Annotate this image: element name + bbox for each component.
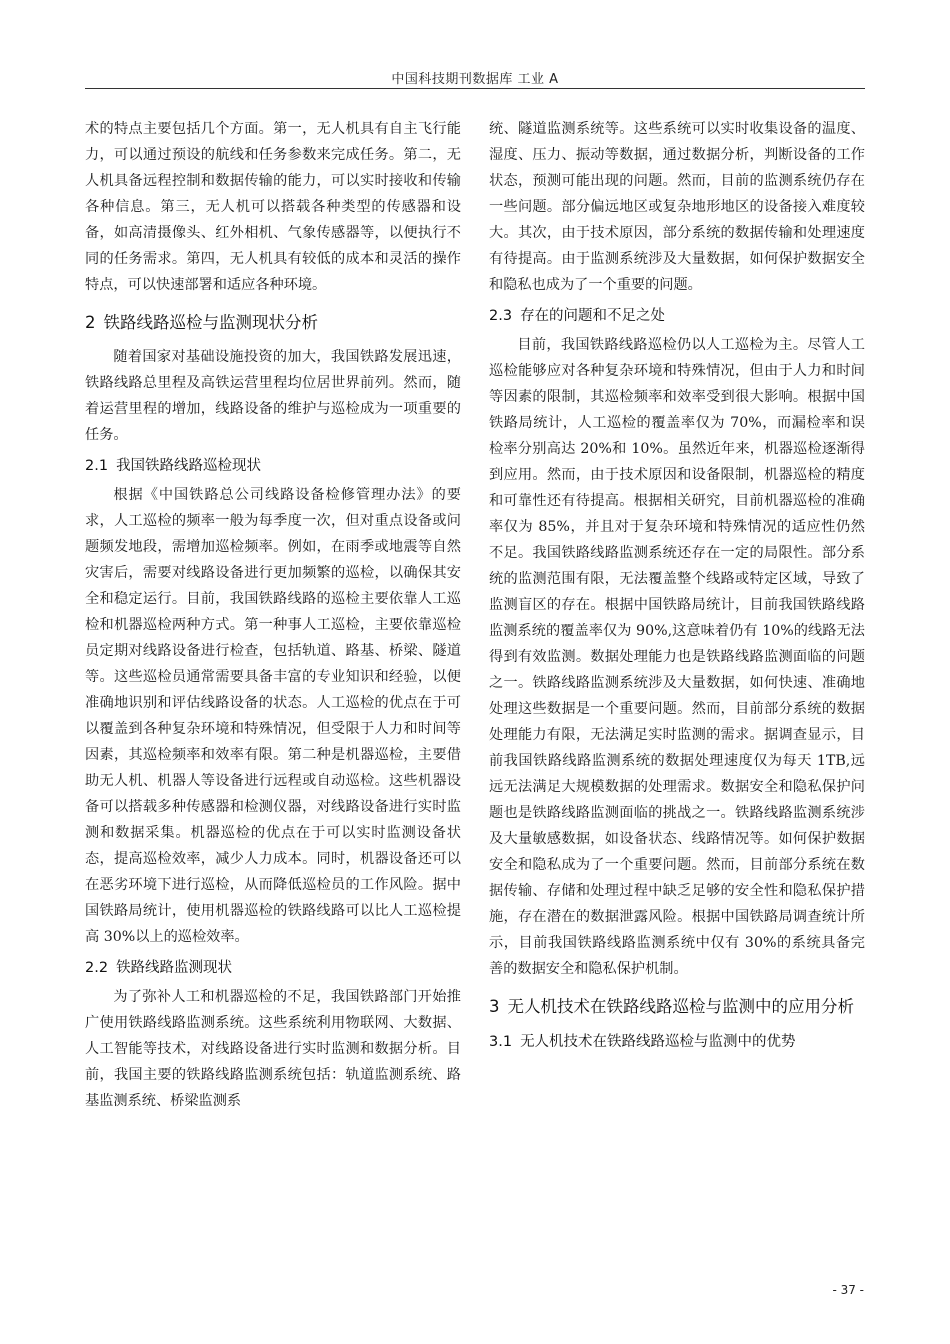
- section-number: 3: [489, 997, 500, 1016]
- section-title: 铁路线路巡检与监测现状分析: [103, 313, 318, 332]
- section-title: 无人机技术在铁路线路巡检与监测中的应用分析: [507, 997, 854, 1016]
- section-heading-3: [489, 992, 865, 1022]
- section-title: 我国铁路线路巡检现状: [116, 458, 262, 474]
- section-heading-2-2: [85, 954, 461, 982]
- section-number: 2.3: [489, 308, 513, 324]
- left-column: [85, 116, 461, 1114]
- paragraph: 统、隧道监测系统等。这些系统可以实时收集设备的温度、湿度、压力、振动等数据，通过数据分析，判断设备的工作状态，预测可能出现的问题。然而，目前的监测系统仍存在一些问题。部分偏远地区或复杂地形地区的设备接入难度较大。其次，由于技术原因，部分系统的数据传输和处理速度有待提高。由于监测系统涉及大量数据，如何保护数据安全和隐私也成为了一个重要的问题。: [489, 121, 865, 293]
- section-heading-2-3: [489, 302, 865, 330]
- paragraph: 术的特点主要包括几个方面。第一，无人机具有自主飞行能力，可以通过预设的航线和任务参数来完成任务。第二，无人机具备远程控制和数据传输的能力，可以实时接收和传输各种信息。第三，无人机可以搭载各种类型的传感器和设备，如高清摄像头、红外相机、气象传感器等，以便执行不同的任务需求。第四，无人机具有较低的成本和灵活的操作特点，可以快速部署和适应各种环境。: [85, 121, 461, 293]
- header-rule: [85, 88, 865, 89]
- right-column: [489, 116, 865, 1058]
- journal-header: 中国科技期刊数据库 工业 A: [391, 72, 559, 87]
- section-number: 2.2: [85, 960, 109, 976]
- paragraph: 为了弥补人工和机器巡检的不足，我国铁路部门开始推广使用铁路线路监测系统。这些系统利用物联网、大数据、人工智能等技术，对线路设备进行实时监测和数据分析。目前，我国主要的铁路线路监测系统包括：轨道监测系统、路基监测系统、桥梁监测系: [85, 989, 461, 1109]
- section-title: 铁路线路监测现状: [116, 960, 233, 976]
- paragraph: 根据《中国铁路总公司线路设备检修管理办法》的要求，人工巡检的频率一般为每季度一次，但对重点设备或问题频发地段，需增加巡检频率。例如，在雨季或地震等自然灾害后，需要对线路设备进行更加频繁的巡检，以确保其安全和稳定运行。目前，我国铁路线路的巡检主要依靠人工巡检和机器巡检两种方式。第一种事人工巡检，主要依靠巡检员定期对线路设备进行检查，包括轨道、路基、桥梁、隧道等。这些巡检员通常需要具备丰富的专业知识和经验，以便准确地识别和评估线路设备的状态。人工巡检的优点在于可以覆盖到各种复杂环境和特殊情况，但受限于人力和时间等因素，其巡检频率和效率有限。第二种是机器巡检，主要借助无人机、机器人等设备进行远程或自动巡检。这些机器设备可以搭载多种传感器和检测仪器，对线路设备进行实时监测和数据采集。机器巡检的优点在于可以实时监测设备状态，提高巡检效率，减少人力成本。同时，机器设备还可以在恶劣环境下进行巡检，从而降低巡检员的工作风险。据中国铁路局统计，使用机器巡检的铁路线路可以比人工巡检提高 30%以上的巡检效率。: [85, 487, 461, 945]
- page-number: - 37 -: [832, 1283, 864, 1297]
- section-title: 无人机技术在铁路线路巡检与监测中的优势: [520, 1034, 796, 1050]
- section-number: 2.1: [85, 458, 109, 474]
- section-heading-2-1: [85, 452, 461, 480]
- paragraph: 目前，我国铁路线路巡检仍以人工巡检为主。尽管人工巡检能够应对各种复杂环境和特殊情况，但由于人力和时间等因素的限制，其巡检频率和效率受到很大影响。根据中国铁路局统计，人工巡检的覆盖率仅为 70%，而漏检率和误检率分别高达 20%和 10%。虽然近年来，机器巡检逐渐得到应用。然而，由于技术原因和设备限制，机器巡检的精度和可靠性还有待提高。根据相关研究，目前机器巡检的准确率仅为 85%，并且对于复杂环境和特殊情况的适应性仍然不足。我国铁路线路监测系统还存在一定的局限性。部分系统的监测范围有限，无法覆盖整个线路或特定区域，导致了监测盲区的存在。根据中国铁路局统计，目前我国铁路线路监测系统的覆盖率仅为 90%,这意味着仍有 10%的线路无法得到有效监测。数据处理能力也是铁路线路监测面临的问题之一。铁路线路监测系统涉及大量数据，如何快速、准确地处理这些数据是一个重要问题。然而，目前部分系统的数据处理能力有限，无法满足实时监测的需求。据调查显示，目前我国铁路线路监测系统的数据处理速度仅为每天 1TB,远远无法满足大规模数据的处理需求。数据安全和隐私保护问题也是铁路线路监测面临的挑战之一。铁路线路监测系统涉及大量敏感数据，如设备状态、线路情况等。如何保护数据安全和隐私成为了一个重要问题。然而，目前部分系统在数据传输、存储和处理过程中缺乏足够的安全性和隐私保护措施，存在潜在的数据泄露风险。根据中国铁路局调查统计所示，目前我国铁路线路监测系统中仅有 30%的系统具备完善的数据安全和隐私保护机制。: [489, 337, 865, 977]
- section-title: 存在的问题和不足之处: [520, 308, 666, 324]
- section-number: 3.1: [489, 1034, 513, 1050]
- section-number: 2: [85, 313, 96, 332]
- section-heading-2: [85, 308, 461, 338]
- paragraph: 随着国家对基础设施投资的加大，我国铁路发展迅速，铁路线路总里程及高铁运营里程均位居世界前列。然而，随着运营里程的增加，线路设备的维护与巡检成为一项重要的任务。: [85, 349, 461, 443]
- section-heading-3-1: [489, 1028, 865, 1056]
